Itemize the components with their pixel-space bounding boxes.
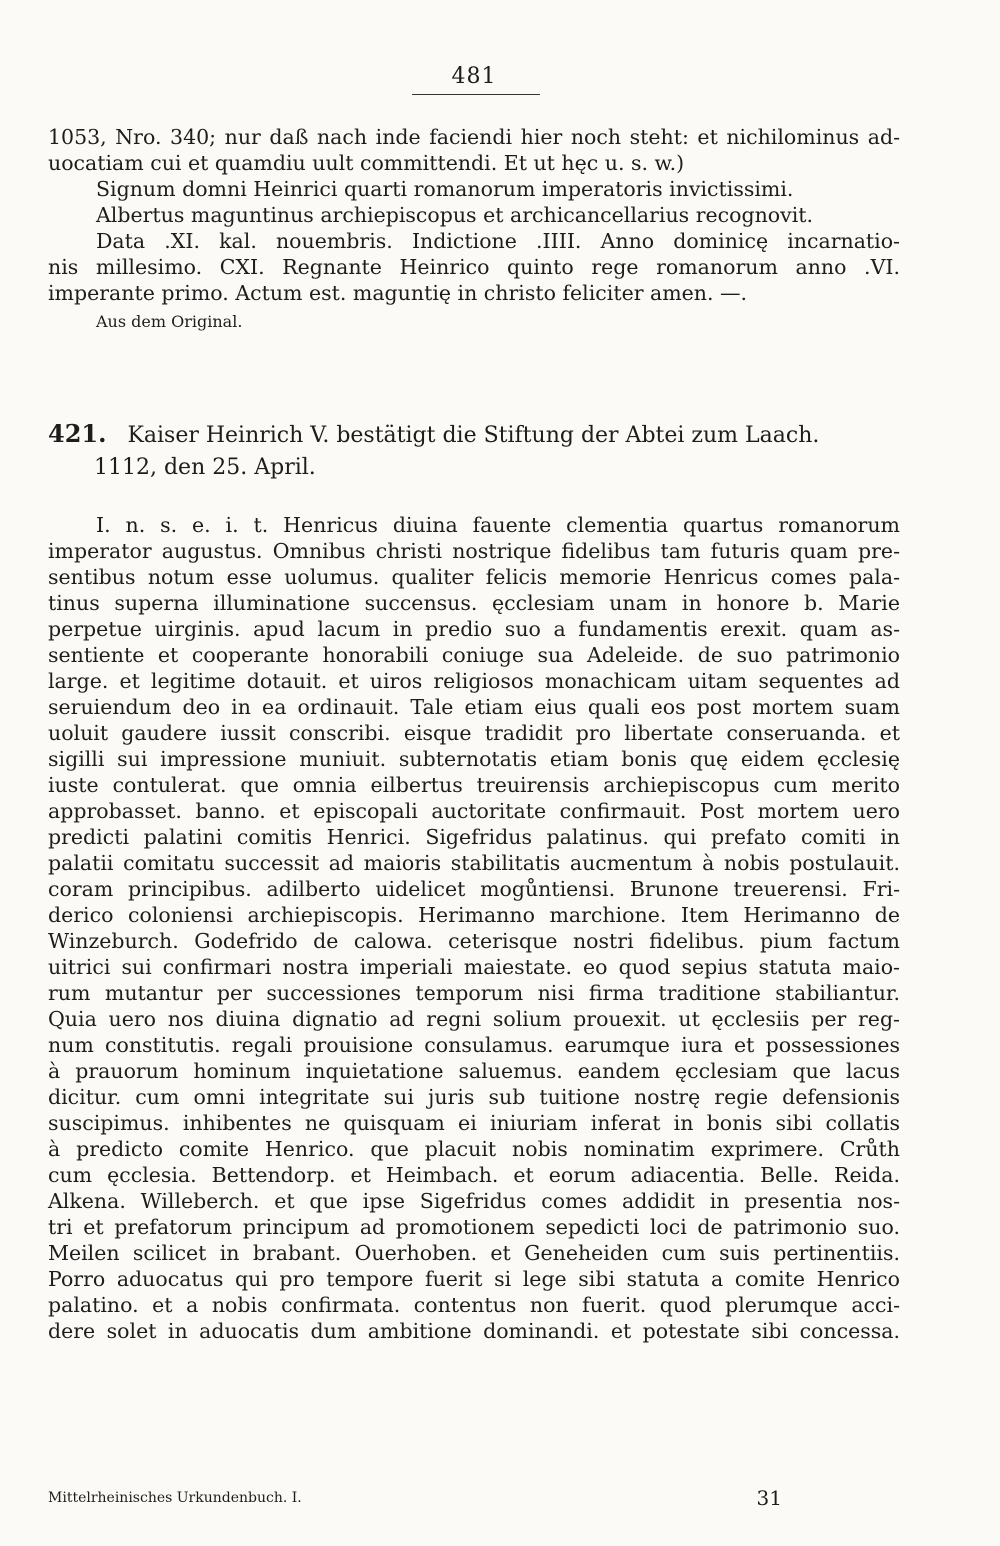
footer-book-title: Mittelrheinisches Urkundenbuch. I.	[48, 1490, 302, 1506]
charter-text-line: Porro aduocatus qui pro tempore fuerit si lege sibi statuta a comite Henrico	[48, 1267, 900, 1291]
text-line: uocatiam cui et quamdiu uult committendi. Et ut hęc u. s. w.)	[48, 151, 685, 175]
charter-text-line: rum mutantur per successiones temporum nisi firma traditione stabiliantur.	[48, 981, 900, 1005]
charter-text-line: num constitutis. regali prouisione consulamus. earumque iura et possessiones	[48, 1033, 900, 1057]
charter-text-line: coram principibus. adilberto uidelicet mogůntiensi. Brunone treuerensi. Fri-	[48, 877, 900, 901]
charter-text-line: cum ęcclesia. Bettendorp. et Heimbach. et eorum adiacentia. Belle. Reida.	[48, 1163, 900, 1187]
charter-text-line: dere solet in aduocatis dum ambitione dominandi. et potestate sibi concessa.	[48, 1319, 900, 1343]
charter-text-line: uitrici sui confirmari nostra imperiali maiestate. eo quod sepius statuta maio-	[48, 955, 900, 979]
charter-text-line: Meilen scilicet in brabant. Ouerhoben. et Geneheiden cum suis pertinentiis.	[48, 1241, 900, 1265]
charter-text-line: sigilli sui impressione muniuit. subternotatis etiam bonis quę eidem ęcclesię	[48, 747, 900, 771]
charter-text-line: predicti palatini comitis Henrici. Sigefridus palatinus. qui prefato comiti in	[48, 825, 900, 849]
charter-text-line: sentiente et cooperante honorabili coniuge sua Adeleide. de suo patrimonio	[48, 643, 900, 667]
charter-text-line: perpetue uirginis. apud lacum in predio suo a fundamentis erexit. quam as-	[48, 617, 900, 641]
charter-text-line: Winzeburch. Godefrido de calowa. ceterisque nostri fidelibus. pium factum	[48, 929, 900, 953]
charter-text-line: Alkena. Willeberch. et que ipse Sigefridus comes addidit in presentia nos-	[48, 1189, 900, 1213]
charter-text-line: derico coloniensi archiepiscopis. Herimanno marchione. Item Herimanno de	[48, 903, 900, 927]
charter-text-line: imperator augustus. Omnibus christi nostrique fidelibus tam futuris quam pre-	[48, 539, 900, 563]
charter-text-line: iuste contulerat. que omnia eilbertus treuirensis archiepiscopus cum merito	[48, 773, 900, 797]
page-number-rule	[412, 94, 540, 95]
text-line: Albertus maguntinus archiepiscopus et archicancellarius recognovit.	[96, 203, 814, 227]
footer-sheet-signature: 31	[756, 1486, 782, 1510]
charter-heading	[48, 418, 900, 484]
charter-text-line: I. n. s. e. i. t. Henricus diuina fauente clementia quartus romanorum	[96, 513, 900, 537]
charter-text-line: suscipimus. inhibentes ne quisquam ei iniuriam inferat in bonis sibi collatis	[48, 1111, 900, 1135]
charter-text-line: large. et legitime dotauit. et uiros religiosos monachicam uitam sequentes ad	[48, 669, 900, 693]
charter-date: 1112, den 25. April.	[94, 455, 316, 480]
text-line: imperante primo. Actum est. maguntię in christo feliciter amen. —.	[48, 281, 748, 305]
charter-text-line: approbasset. banno. et episcopali auctoritate confirmauit. Post mortem uero	[48, 799, 900, 823]
charter-body	[48, 512, 900, 1344]
charter-text-line: seruiendum deo in ea ordinauit. Tale etiam eius quali eos post mortem suam	[48, 695, 900, 719]
charter-text-line: sentibus notum esse uolumus. qualiter felicis memorie Henricus comes pala-	[48, 565, 900, 589]
charter-text-line: palatino. et a nobis confirmata. contentus non fuerit. quod plerumque acci-	[48, 1293, 900, 1317]
text-line: Signum domni Heinrici quarti romanorum imperatoris invictissimi.	[96, 177, 794, 201]
text-line: nis millesimo. CXI. Regnante Heinrico quinto rege romanorum anno .VI.	[48, 255, 900, 279]
source-note: Aus dem Original.	[96, 312, 243, 331]
charter-text-line: tinus superna illuminatione succensus. ęcclesiam unam in honore b. Marie	[48, 591, 900, 615]
charter-text-line: tri et prefatorum principum ad promotionem sepedicti loci de patrimonio suo.	[48, 1215, 900, 1239]
charter-text-line: uoluit gaudere iussit conscribi. eisque tradidit pro libertate conseruanda. et	[48, 721, 900, 745]
previous-charter-ending	[48, 124, 900, 331]
charter-text-line: dicitur. cum omni integritate sui juris sub tuitione nostrę regie defensionis	[48, 1085, 900, 1109]
page-number: 481	[451, 64, 497, 89]
charter-text-line: à prauorum hominum inquietatione saluemus. eandem ęcclesiam que lacus	[48, 1059, 900, 1083]
charter-title: Kaiser Heinrich V. bestätigt die Stiftung der Abtei zum Laach.	[127, 423, 820, 448]
document-page	[48, 56, 900, 1516]
charter-text-line: à predicto comite Henrico. que placuit nobis nominatim exprimere. Crůth	[48, 1137, 900, 1161]
text-line: 1053, Nro. 340; nur daß nach inde faciendi hier noch steht: et nichilominus ad-	[48, 125, 900, 149]
charter-text-line: Quia uero nos diuina dignatio ad regni solium prouexit. ut ęcclesiis per reg-	[48, 1007, 900, 1031]
text-line: Data .XI. kal. nouembris. Indictione .IIII. Anno dominicę incarnatio-	[96, 229, 900, 253]
charter-number: 421.	[48, 419, 107, 448]
charter-text-line: palatii comitatu successit ad maioris stabilitatis aucmentum à nobis postulauit.	[48, 851, 900, 875]
